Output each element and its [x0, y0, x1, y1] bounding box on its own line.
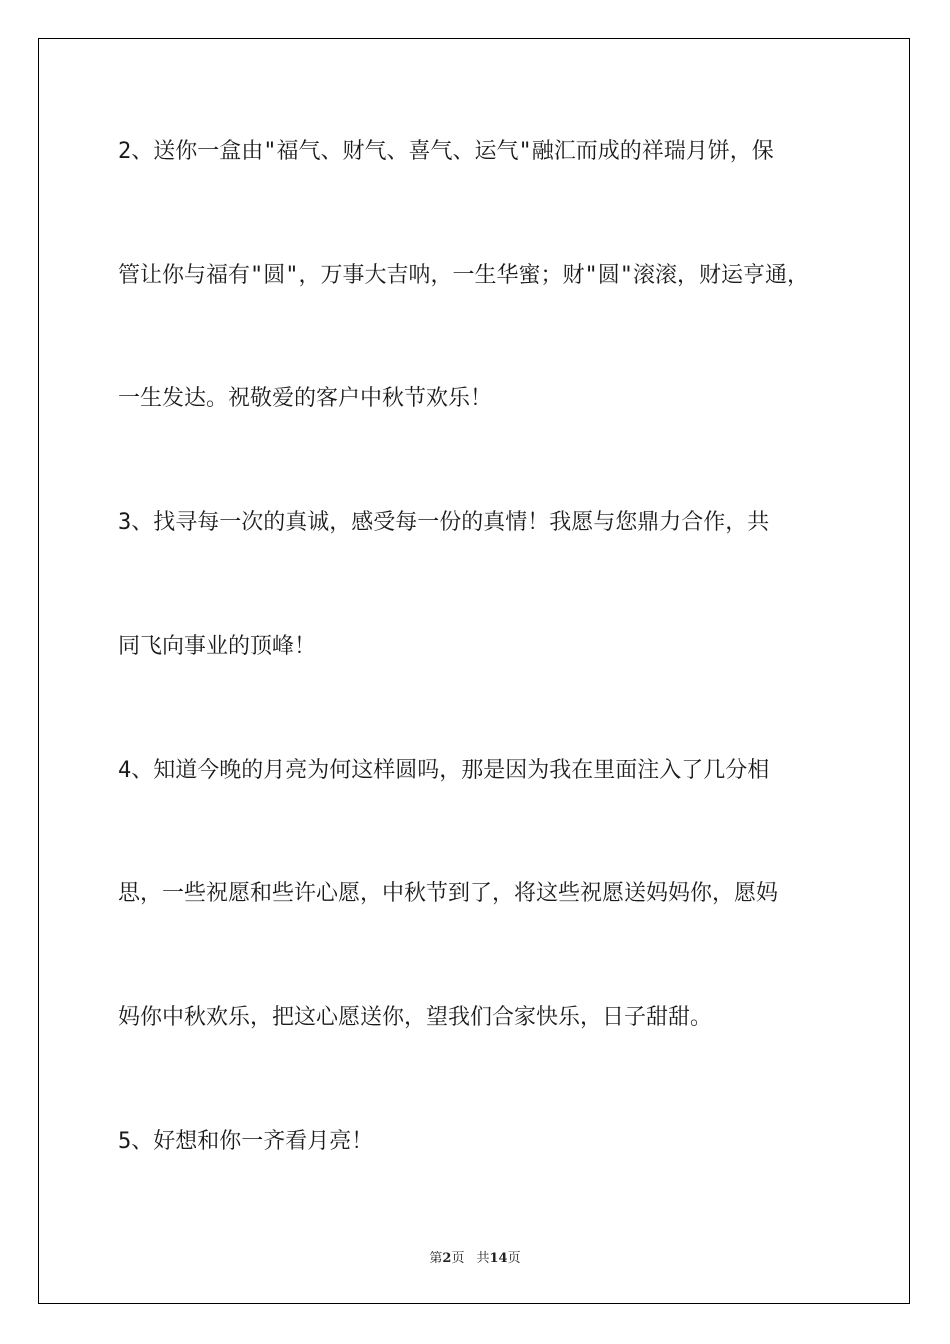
total-prefix: 共: [476, 1251, 490, 1266]
page-prefix: 第: [429, 1251, 443, 1266]
text-line-8: 妈你中秋欢乐，把这心愿送你，望我们合家快乐，日子甜甜。: [118, 1005, 713, 1030]
text-line-7: 思，一些祝愿和些许心愿，中秋节到了，将这些祝愿送妈妈你，愿妈: [118, 881, 779, 906]
page-suffix: 页: [451, 1251, 465, 1266]
text-line-6: 4、知道今晚的月亮为何这样圆吗，那是因为我在里面注入了几分相: [118, 758, 770, 783]
text-line-5: 同飞向事业的顶峰！: [118, 634, 317, 659]
text-line-9: 5、好想和你一齐看月亮！: [118, 1129, 374, 1154]
total-suffix: 页: [507, 1251, 521, 1266]
text-line-2: 管让你与福有"圆"，万事大吉呐，一生华蜜；财"圆"滚滚，财运亨通，: [118, 263, 809, 288]
page-border: [38, 38, 910, 1304]
text-line-4: 3、找寻每一次的真诚，感受每一份的真情！我愿与您鼎力合作，共: [118, 510, 770, 535]
total-pages: 14: [489, 1251, 508, 1266]
page-footer: [0, 1247, 950, 1266]
text-line-1: 2、送你一盒由"福气、财气、喜气、运气"融汇而成的祥瑞月饼，保: [118, 139, 774, 164]
page-number: 2: [442, 1251, 452, 1266]
text-line-3: 一生发达。祝敬爱的客户中秋节欢乐！: [118, 386, 493, 411]
